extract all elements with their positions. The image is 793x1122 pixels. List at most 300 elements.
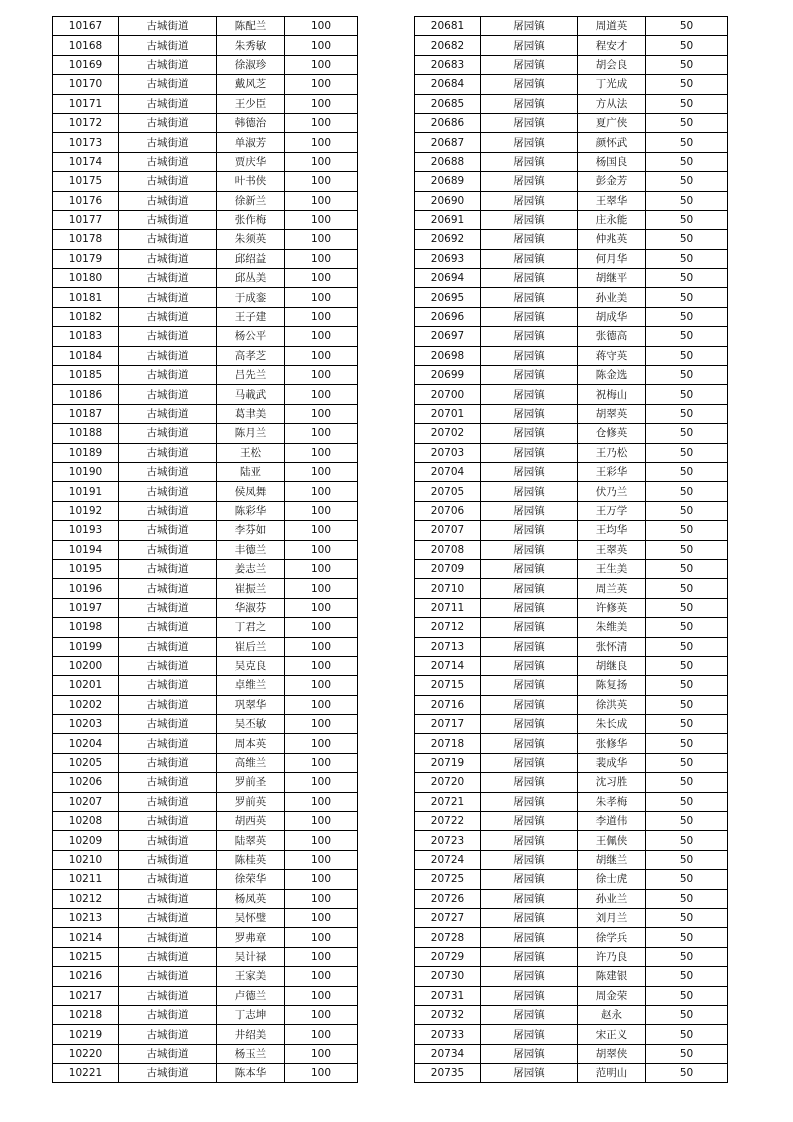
table-row [53,230,358,249]
amount-cell: 100 [285,967,358,986]
name-cell: 丁志坤 [217,1005,285,1024]
serial-number-cell: 20695 [415,288,481,307]
table-row [53,346,358,365]
amount-cell: 50 [646,579,728,598]
town-cell: 古城街道 [119,812,217,831]
amount-cell: 50 [646,753,728,772]
table-row [415,1064,728,1083]
town-cell: 古城街道 [119,967,217,986]
amount-cell: 50 [646,928,728,947]
town-cell: 屠园镇 [481,559,578,578]
town-cell: 古城街道 [119,288,217,307]
amount-cell: 50 [646,656,728,675]
serial-number-cell: 10220 [53,1044,119,1063]
serial-number-cell: 10182 [53,307,119,326]
town-cell: 屠园镇 [481,656,578,675]
table-row [53,113,358,132]
amount-cell: 50 [646,327,728,346]
town-cell: 屠园镇 [481,55,578,74]
amount-cell: 50 [646,870,728,889]
serial-number-cell: 20734 [415,1044,481,1063]
serial-number-cell: 20730 [415,967,481,986]
town-cell: 古城街道 [119,559,217,578]
table-row [53,559,358,578]
table-row [53,55,358,74]
town-cell: 屠园镇 [481,17,578,36]
serial-number-cell: 10174 [53,152,119,171]
town-cell: 古城街道 [119,36,217,55]
table-row [415,288,728,307]
amount-cell: 50 [646,812,728,831]
name-cell: 陈桂英 [217,850,285,869]
serial-number-cell: 10195 [53,559,119,578]
amount-cell: 100 [285,637,358,656]
name-cell: 祝梅山 [578,385,646,404]
table-row [53,676,358,695]
serial-number-cell: 20731 [415,986,481,1005]
serial-number-cell: 20718 [415,734,481,753]
amount-cell: 100 [285,288,358,307]
serial-number-cell: 10173 [53,133,119,152]
amount-cell: 100 [285,908,358,927]
serial-number-cell: 10215 [53,947,119,966]
town-cell: 古城街道 [119,734,217,753]
town-cell: 屠园镇 [481,521,578,540]
table-row [415,501,728,520]
amount-cell: 50 [646,172,728,191]
table-row [415,443,728,462]
amount-cell: 50 [646,152,728,171]
amount-cell: 50 [646,17,728,36]
serial-number-cell: 10199 [53,637,119,656]
table-row [415,327,728,346]
table-row [415,947,728,966]
amount-cell: 100 [285,1044,358,1063]
table-row [415,249,728,268]
table-row [415,676,728,695]
serial-number-cell: 10172 [53,113,119,132]
name-cell: 马載武 [217,385,285,404]
amount-cell: 50 [646,404,728,423]
name-cell: 伏乃兰 [578,482,646,501]
serial-number-cell: 20706 [415,501,481,520]
amount-cell: 100 [285,715,358,734]
serial-number-cell: 20698 [415,346,481,365]
serial-number-cell: 20703 [415,443,481,462]
serial-number-cell: 20694 [415,269,481,288]
name-cell: 丰德兰 [217,540,285,559]
serial-number-cell: 20692 [415,230,481,249]
town-cell: 古城街道 [119,637,217,656]
town-cell: 古城街道 [119,307,217,326]
table-row [415,521,728,540]
table-row [53,540,358,559]
amount-cell: 100 [285,559,358,578]
amount-cell: 50 [646,443,728,462]
amount-cell: 100 [285,773,358,792]
amount-cell: 50 [646,366,728,385]
table-row [415,928,728,947]
serial-number-cell: 10209 [53,831,119,850]
serial-number-cell: 10193 [53,521,119,540]
serial-number-cell: 20724 [415,850,481,869]
table-row [415,792,728,811]
town-cell: 古城街道 [119,1044,217,1063]
name-cell: 王子建 [217,307,285,326]
town-cell: 古城街道 [119,986,217,1005]
table-row [415,656,728,675]
table-row [415,1005,728,1024]
table-row [53,443,358,462]
table-row [53,986,358,1005]
serial-number-cell: 10181 [53,288,119,307]
name-cell: 徐新兰 [217,191,285,210]
town-cell: 古城街道 [119,695,217,714]
serial-number-cell: 20710 [415,579,481,598]
name-cell: 徐荣华 [217,870,285,889]
amount-cell: 50 [646,55,728,74]
serial-number-cell: 20681 [415,17,481,36]
town-cell: 屠园镇 [481,753,578,772]
table-row [53,404,358,423]
serial-number-cell: 10175 [53,172,119,191]
table-row [53,288,358,307]
name-cell: 陆亚 [217,462,285,481]
town-cell: 屠园镇 [481,870,578,889]
town-cell: 古城街道 [119,540,217,559]
town-cell: 屠园镇 [481,385,578,404]
amount-cell: 100 [285,695,358,714]
town-cell: 古城街道 [119,94,217,113]
name-cell: 胡成华 [578,307,646,326]
amount-cell: 100 [285,812,358,831]
table-row [53,1025,358,1044]
amount-cell: 50 [646,133,728,152]
amount-cell: 50 [646,618,728,637]
name-cell: 范明山 [578,1064,646,1083]
name-cell: 杨玉兰 [217,1044,285,1063]
serial-number-cell: 10206 [53,773,119,792]
name-cell: 陈建银 [578,967,646,986]
town-cell: 古城街道 [119,831,217,850]
name-cell: 巩翠华 [217,695,285,714]
amount-cell: 50 [646,986,728,1005]
name-cell: 王翠华 [578,191,646,210]
name-cell: 吴怀璧 [217,908,285,927]
town-cell: 古城街道 [119,773,217,792]
town-cell: 屠园镇 [481,715,578,734]
serial-number-cell: 10179 [53,249,119,268]
amount-cell: 100 [285,230,358,249]
serial-number-cell: 20691 [415,210,481,229]
table-row [53,889,358,908]
name-cell: 陈复扬 [578,676,646,695]
table-row [415,870,728,889]
table-row [53,1044,358,1063]
serial-number-cell: 10219 [53,1025,119,1044]
serial-number-cell: 20733 [415,1025,481,1044]
name-cell: 杨公平 [217,327,285,346]
table-row [53,249,358,268]
town-cell: 古城街道 [119,676,217,695]
town-cell: 古城街道 [119,462,217,481]
name-cell: 孙业兰 [578,889,646,908]
name-cell: 李芬如 [217,521,285,540]
amount-cell: 50 [646,501,728,520]
serial-number-cell: 20729 [415,947,481,966]
table-row [415,986,728,1005]
serial-number-cell: 10205 [53,753,119,772]
serial-number-cell: 10183 [53,327,119,346]
serial-number-cell: 10214 [53,928,119,947]
table-row [53,637,358,656]
serial-number-cell: 10167 [53,17,119,36]
amount-cell: 50 [646,191,728,210]
town-cell: 古城街道 [119,521,217,540]
table-row [415,734,728,753]
table-row [53,75,358,94]
amount-cell: 100 [285,734,358,753]
serial-number-cell: 10169 [53,55,119,74]
name-cell: 裴成华 [578,753,646,772]
town-cell: 屠园镇 [481,288,578,307]
town-cell: 屠园镇 [481,637,578,656]
name-cell: 周兰英 [578,579,646,598]
table-row [53,618,358,637]
amount-cell: 100 [285,501,358,520]
amount-cell: 50 [646,908,728,927]
town-cell: 屠园镇 [481,36,578,55]
amount-cell: 50 [646,424,728,443]
amount-cell: 100 [285,346,358,365]
name-cell: 叶书侠 [217,172,285,191]
serial-number-cell: 20693 [415,249,481,268]
name-cell: 胡继平 [578,269,646,288]
name-cell: 罗弗章 [217,928,285,947]
name-cell: 葛聿美 [217,404,285,423]
amount-cell: 100 [285,579,358,598]
name-cell: 邱绍益 [217,249,285,268]
serial-number-cell: 10190 [53,462,119,481]
table-row [415,753,728,772]
serial-number-cell: 10185 [53,366,119,385]
town-cell: 古城街道 [119,230,217,249]
left-records-table [52,16,358,1083]
name-cell: 胡翠侠 [578,1044,646,1063]
right-table-body [415,17,728,1083]
serial-number-cell: 10212 [53,889,119,908]
amount-cell: 100 [285,366,358,385]
table-row [415,113,728,132]
amount-cell: 100 [285,1005,358,1024]
serial-number-cell: 20696 [415,307,481,326]
town-cell: 古城街道 [119,133,217,152]
serial-number-cell: 10198 [53,618,119,637]
town-cell: 屠园镇 [481,734,578,753]
amount-cell: 50 [646,850,728,869]
name-cell: 杨国良 [578,152,646,171]
amount-cell: 100 [285,792,358,811]
table-row [415,482,728,501]
serial-number-cell: 10221 [53,1064,119,1083]
serial-number-cell: 10170 [53,75,119,94]
table-row [53,831,358,850]
town-cell: 古城街道 [119,598,217,617]
amount-cell: 50 [646,75,728,94]
table-row [415,889,728,908]
name-cell: 徐淑珍 [217,55,285,74]
amount-cell: 100 [285,889,358,908]
amount-cell: 100 [285,1025,358,1044]
serial-number-cell: 10189 [53,443,119,462]
town-cell: 屠园镇 [481,191,578,210]
serial-number-cell: 20712 [415,618,481,637]
amount-cell: 100 [285,113,358,132]
town-cell: 古城街道 [119,366,217,385]
amount-cell: 50 [646,540,728,559]
amount-cell: 100 [285,424,358,443]
town-cell: 屠园镇 [481,889,578,908]
serial-number-cell: 10202 [53,695,119,714]
town-cell: 屠园镇 [481,424,578,443]
table-row [415,831,728,850]
name-cell: 崔振兰 [217,579,285,598]
name-cell: 高维兰 [217,753,285,772]
amount-cell: 50 [646,559,728,578]
name-cell: 胡继兰 [578,850,646,869]
town-cell: 古城街道 [119,482,217,501]
amount-cell: 50 [646,36,728,55]
table-row [415,598,728,617]
serial-number-cell: 20688 [415,152,481,171]
name-cell: 夏广侠 [578,113,646,132]
table-row [53,753,358,772]
amount-cell: 100 [285,753,358,772]
amount-cell: 50 [646,1044,728,1063]
town-cell: 屠园镇 [481,230,578,249]
name-cell: 罗前圣 [217,773,285,792]
town-cell: 屠园镇 [481,501,578,520]
town-cell: 屠园镇 [481,1064,578,1083]
table-row [415,618,728,637]
table-row [53,366,358,385]
serial-number-cell: 20684 [415,75,481,94]
name-cell: 吴克良 [217,656,285,675]
name-cell: 张修华 [578,734,646,753]
amount-cell: 100 [285,521,358,540]
amount-cell: 50 [646,346,728,365]
town-cell: 屠园镇 [481,133,578,152]
table-row [53,792,358,811]
table-row [53,269,358,288]
serial-number-cell: 20701 [415,404,481,423]
amount-cell: 100 [285,1064,358,1083]
amount-cell: 50 [646,792,728,811]
name-cell: 吴计禄 [217,947,285,966]
name-cell: 朱维美 [578,618,646,637]
table-row [53,17,358,36]
name-cell: 王少臣 [217,94,285,113]
town-cell: 屠园镇 [481,307,578,326]
serial-number-cell: 10168 [53,36,119,55]
serial-number-cell: 10216 [53,967,119,986]
name-cell: 徐士虎 [578,870,646,889]
serial-number-cell: 10207 [53,792,119,811]
town-cell: 古城街道 [119,424,217,443]
town-cell: 屠园镇 [481,812,578,831]
name-cell: 陈彩华 [217,501,285,520]
table-row [53,947,358,966]
table-row [415,94,728,113]
table-row [415,366,728,385]
amount-cell: 100 [285,870,358,889]
name-cell: 王乃松 [578,443,646,462]
amount-cell: 50 [646,773,728,792]
name-cell: 胡翠英 [578,404,646,423]
serial-number-cell: 20682 [415,36,481,55]
serial-number-cell: 10194 [53,540,119,559]
town-cell: 古城街道 [119,753,217,772]
town-cell: 古城街道 [119,75,217,94]
amount-cell: 50 [646,734,728,753]
name-cell: 王家美 [217,967,285,986]
town-cell: 屠园镇 [481,1005,578,1024]
town-cell: 屠园镇 [481,928,578,947]
amount-cell: 50 [646,385,728,404]
serial-number-cell: 20689 [415,172,481,191]
amount-cell: 100 [285,404,358,423]
amount-cell: 50 [646,831,728,850]
amount-cell: 50 [646,462,728,481]
name-cell: 王万学 [578,501,646,520]
town-cell: 屠园镇 [481,94,578,113]
amount-cell: 50 [646,598,728,617]
name-cell: 张德高 [578,327,646,346]
table-row [415,210,728,229]
name-cell: 沈习胜 [578,773,646,792]
serial-number-cell: 10192 [53,501,119,520]
town-cell: 古城街道 [119,889,217,908]
amount-cell: 100 [285,598,358,617]
amount-cell: 100 [285,676,358,695]
table-row [53,152,358,171]
serial-number-cell: 20709 [415,559,481,578]
town-cell: 屠园镇 [481,695,578,714]
table-row [53,36,358,55]
name-cell: 卢德兰 [217,986,285,1005]
serial-number-cell: 10177 [53,210,119,229]
town-cell: 古城街道 [119,656,217,675]
name-cell: 周道英 [578,17,646,36]
town-cell: 屠园镇 [481,404,578,423]
name-cell: 贾庆华 [217,152,285,171]
town-cell: 古城街道 [119,346,217,365]
town-cell: 古城街道 [119,191,217,210]
amount-cell: 50 [646,288,728,307]
town-cell: 古城街道 [119,210,217,229]
name-cell: 王均华 [578,521,646,540]
name-cell: 朱须英 [217,230,285,249]
town-cell: 古城街道 [119,792,217,811]
name-cell: 吕先兰 [217,366,285,385]
serial-number-cell: 20727 [415,908,481,927]
amount-cell: 50 [646,269,728,288]
name-cell: 陈本华 [217,1064,285,1083]
table-row [53,191,358,210]
town-cell: 屠园镇 [481,462,578,481]
town-cell: 屠园镇 [481,269,578,288]
table-row [415,172,728,191]
